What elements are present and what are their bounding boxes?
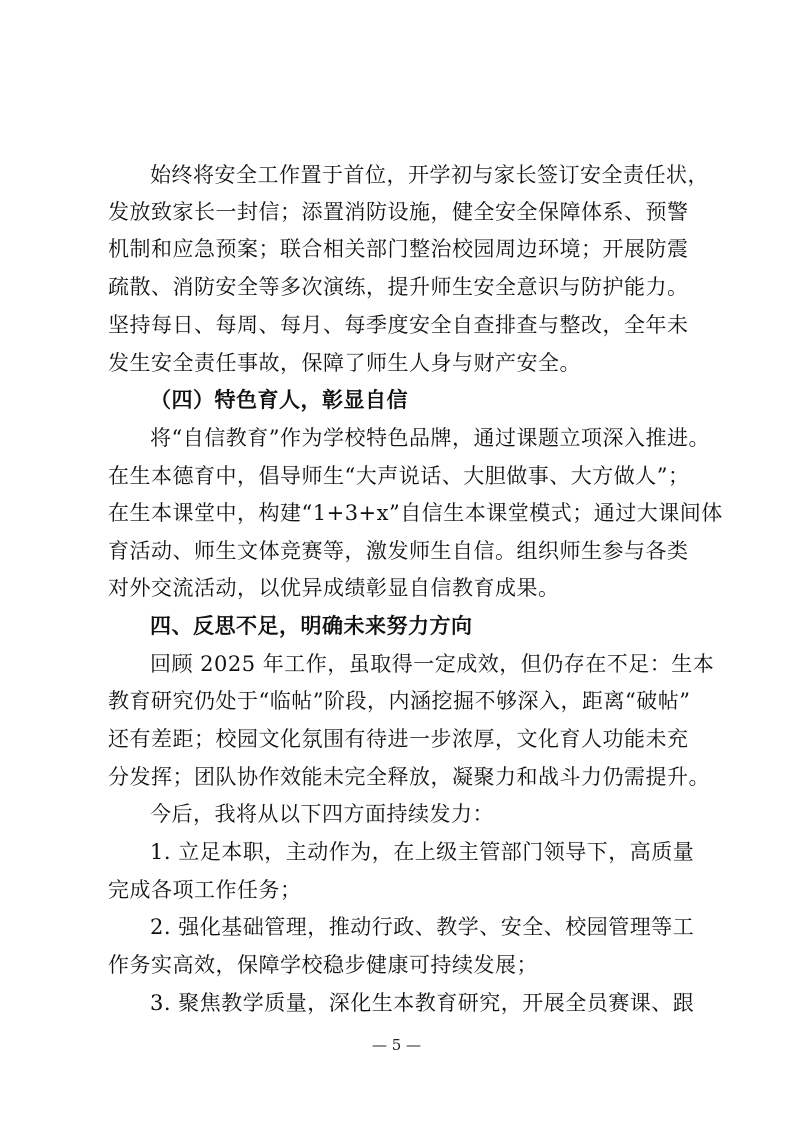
body-text-line: 坚持每日、每周、每月、每季度安全自查排查与整改，全年未 <box>108 313 689 337</box>
body-text-line: 回顾 2025 年工作，虽取得一定成效，但仍存在不足：生本 <box>150 652 715 676</box>
body-text-line: 教育研究仍处于“临帖”阶段，内涵挖掘不够深入，距离“破帖” <box>108 689 691 713</box>
section-heading: 四、反思不足，明确未来努力方向 <box>150 613 473 638</box>
body-text-line: 机制和应急预案；联合相关部门整治校园周边环境；开展防震 <box>108 237 689 261</box>
list-item-line: 3. 聚焦教学质量，深化生本教育研究，开展全员赛课、跟 <box>150 991 695 1015</box>
list-item-line: 1. 立足本职，主动作为，在上级主管部门领导下，高质量 <box>150 840 695 864</box>
body-text-line: 发放致家长一封信；添置消防设施，健全安全保障体系、预警 <box>108 200 689 224</box>
list-item-line: 作务实高效，保障学校稳步健康可持续发展； <box>108 953 538 977</box>
body-text-line: 在生本德育中，倡导师生“大声说话、大胆做事、大方做人”； <box>108 464 690 488</box>
list-item-line: 完成各项工作任务； <box>108 878 302 902</box>
body-text-line: 将“自信教育”作为学校特色品牌，通过课题立项深入推进。 <box>150 426 710 450</box>
body-text-line: 发生安全责任事故，保障了师生人身与财产安全。 <box>108 351 581 375</box>
body-text-line: 今后，我将从以下四方面持续发力： <box>150 802 494 826</box>
section-heading: （四）特色育人，彰显自信 <box>150 387 408 412</box>
body-text-line: 在生本课堂中，构建“1+3+x”自信生本课堂模式；通过大课间体 <box>108 501 723 525</box>
list-item-line: 2. 强化基础管理，推动行政、教学、安全、校园管理等工 <box>150 915 695 939</box>
body-text-line: 育活动、师生文体竞赛等，激发师生自信。组织师生参与各类 <box>108 539 689 563</box>
body-text-line: 还有差距；校园文化氛围有待进一步浓厚，文化育人功能未充 <box>108 727 689 751</box>
body-text-line: 分发挥；团队协作效能未完全释放，凝聚力和战斗力仍需提升。 <box>108 765 710 789</box>
body-text-line: 对外交流活动，以优异成绩彰显自信教育成果。 <box>108 576 560 600</box>
body-text-line: 始终将安全工作置于首位，开学初与家长签订安全责任状， <box>150 163 709 187</box>
page-number: — 5 — <box>371 1036 422 1054</box>
body-text-line: 疏散、消防安全等多次演练，提升师生安全意识与防护能力。 <box>108 275 689 299</box>
